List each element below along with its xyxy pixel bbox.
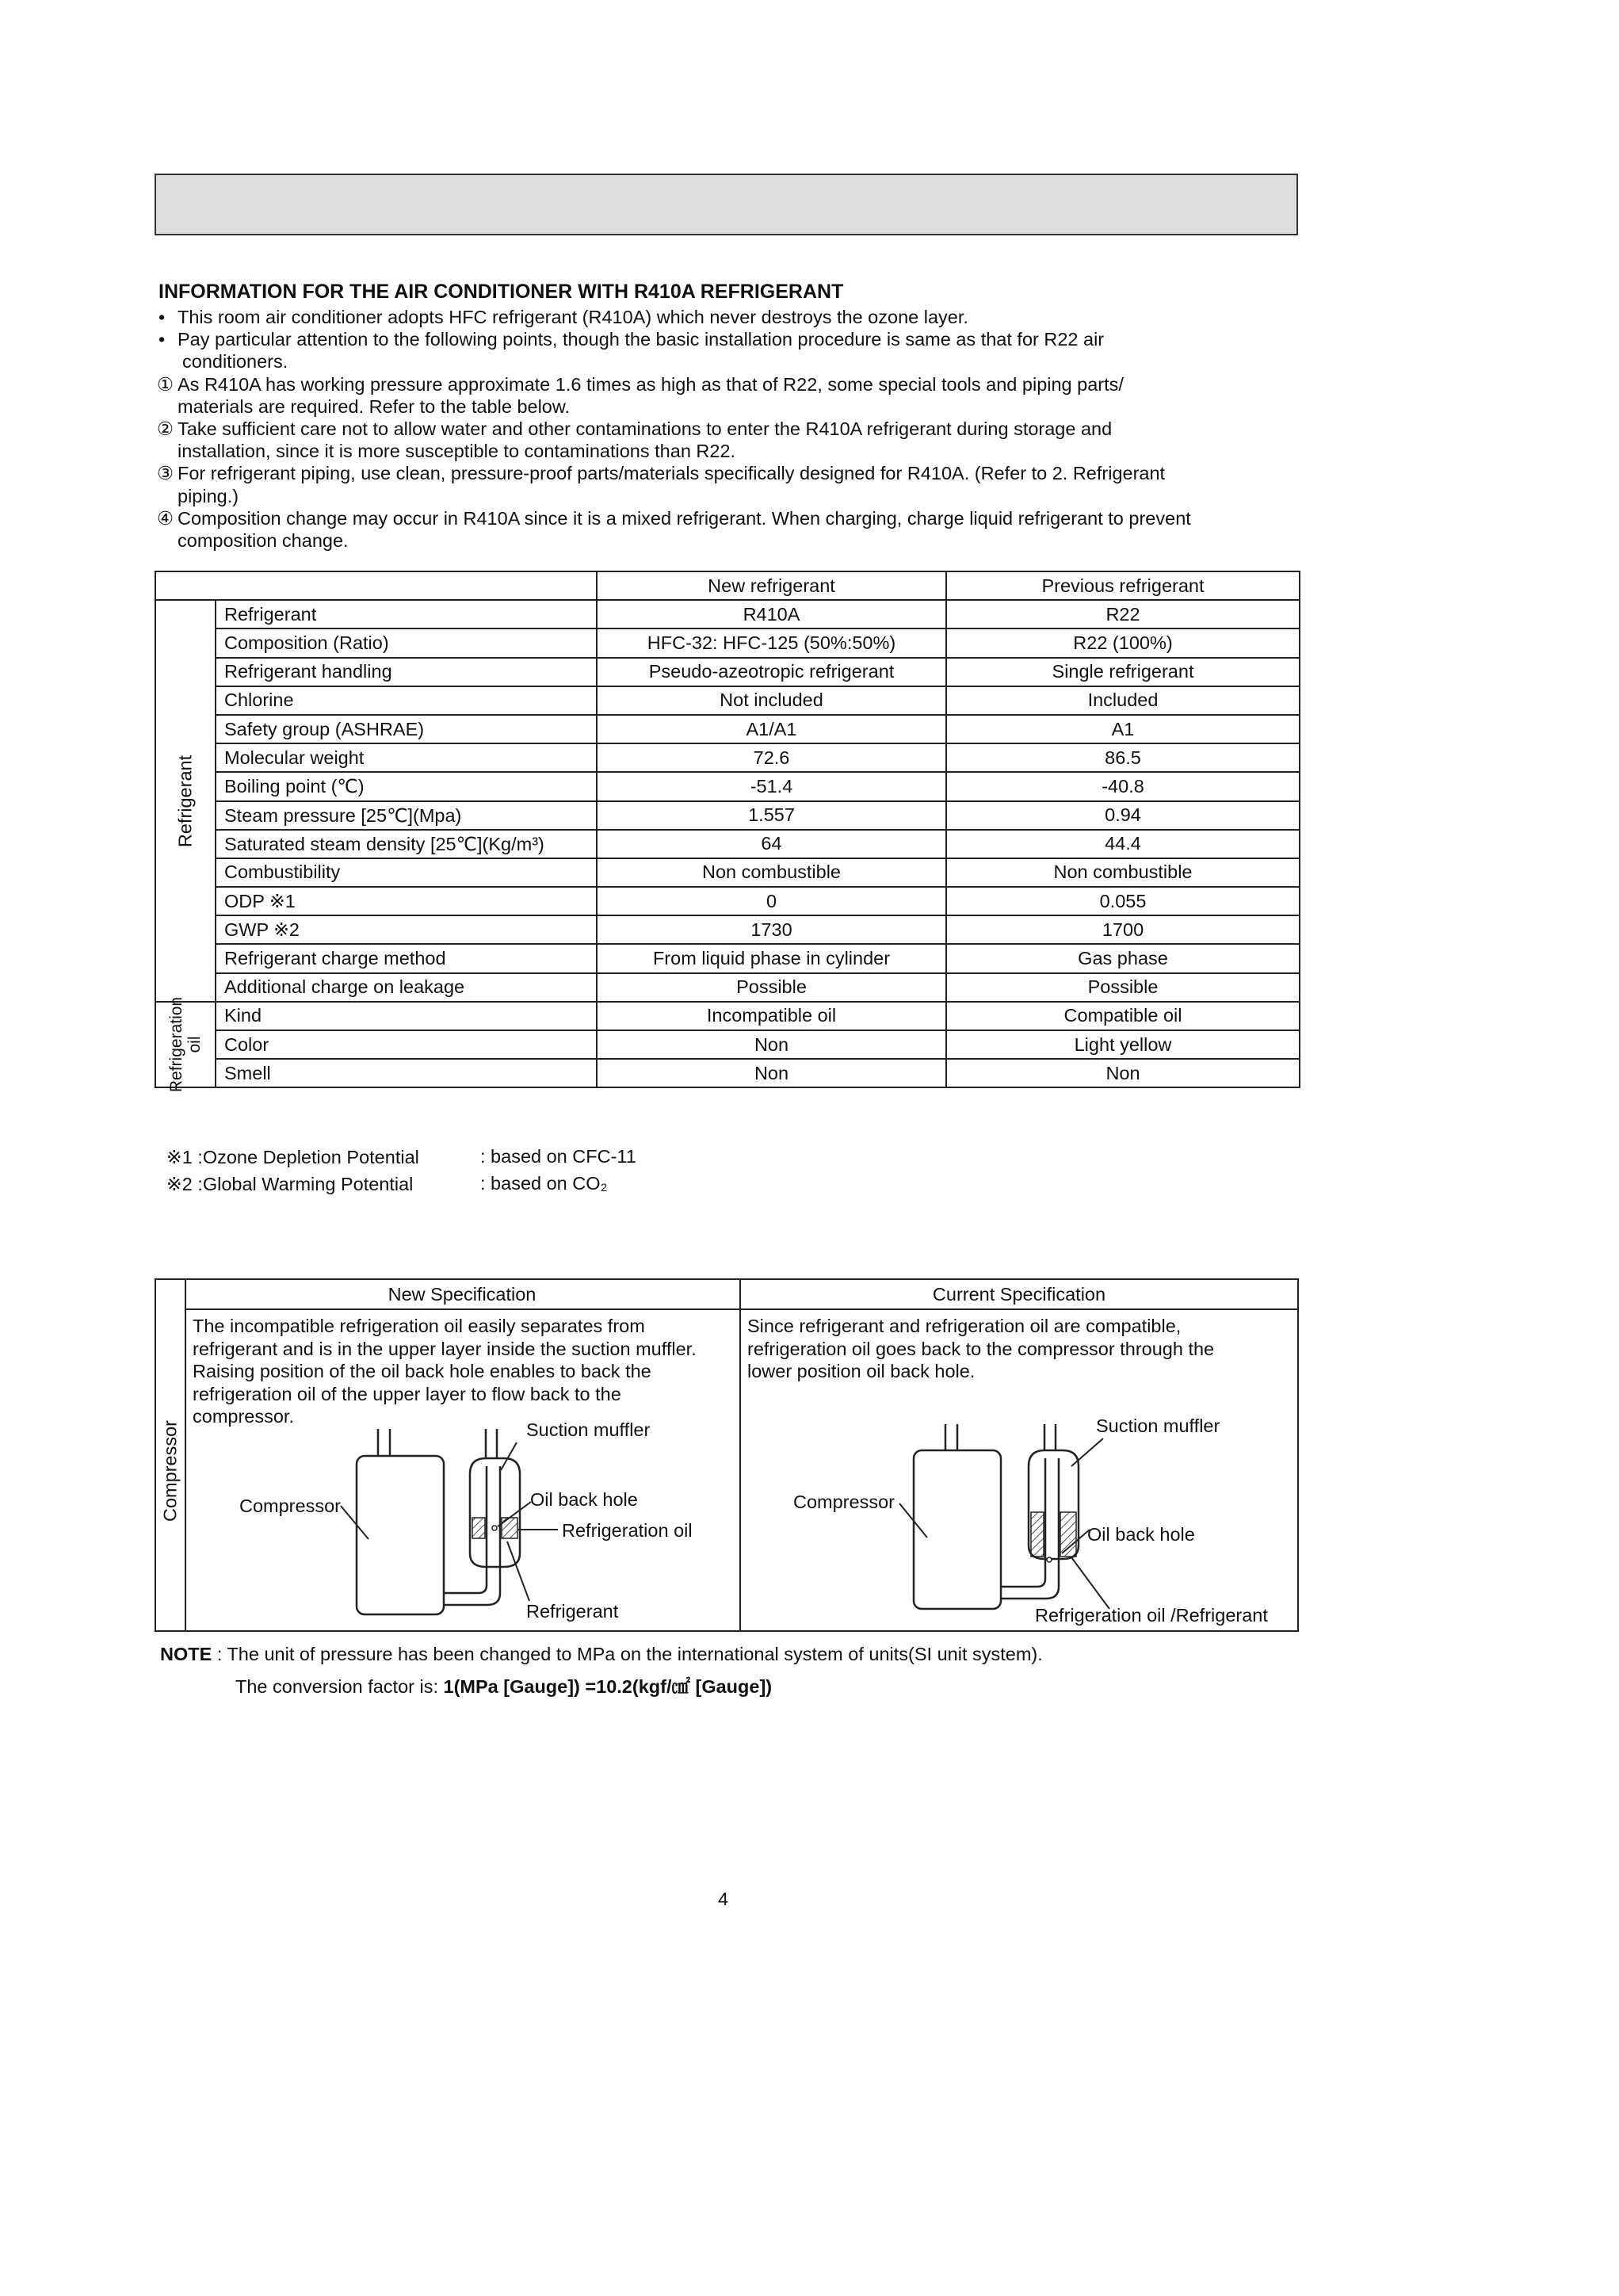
- cell-new: Non: [597, 1030, 946, 1059]
- row-label: Safety group (ASHRAE): [216, 715, 597, 743]
- label-suction-muffler-new: Suction muffler: [526, 1419, 651, 1440]
- table-row: [155, 858, 1300, 887]
- group-label-refrigeration-oil: Refrigeration oil: [155, 1002, 216, 1088]
- cell-previous: Gas phase: [946, 944, 1300, 972]
- row-label: Smell: [216, 1059, 597, 1087]
- row-label: Steam pressure [25℃](Mpa): [216, 801, 597, 830]
- cell-previous: A1: [946, 715, 1300, 743]
- row-label: ODP ※1: [216, 887, 597, 915]
- note-label: NOTE: [160, 1644, 212, 1664]
- label-oil-refrigerant-current: Refrigeration oil /Refrigerant: [1035, 1605, 1268, 1626]
- footnote-1-label: ※1 :Ozone Depletion Potential: [166, 1147, 419, 1167]
- table-row: [155, 1002, 1300, 1030]
- footnote-2-text: : based on CO₂: [480, 1173, 608, 1194]
- cell-previous: Possible: [946, 973, 1300, 1002]
- intro-item-2: • Pay particular attention to the following points, though the basic installation procedure is same as that for R22 air: [158, 329, 1105, 350]
- side-label-compressor: Compressor: [159, 1420, 181, 1522]
- label-compressor-current: Compressor: [793, 1492, 895, 1512]
- table-row: [155, 1059, 1300, 1087]
- row-label: Refrigerant handling: [216, 658, 597, 686]
- cell-new: Incompatible oil: [597, 1002, 946, 1030]
- cell-new: R410A: [597, 600, 946, 628]
- page-title: INFORMATION FOR THE AIR CONDITIONER WITH R410A REFRIGERANT: [158, 281, 844, 303]
- cell-previous: Compatible oil: [946, 1002, 1300, 1030]
- note-line-1: NOTE : The unit of pressure has been changed to MPa on the international system of units(SI unit system).: [160, 1644, 1043, 1664]
- label-suction-muffler-current: Suction muffler: [1096, 1415, 1220, 1436]
- cell-new: Possible: [597, 973, 946, 1002]
- footnote-1-text: : based on CFC-11: [480, 1146, 636, 1167]
- table-row: [155, 600, 1300, 628]
- table-row: [155, 830, 1300, 858]
- cell-previous: R22 (100%): [946, 628, 1300, 657]
- cell-new: Non: [597, 1059, 946, 1087]
- group-label-refrigerant: Refrigerant: [155, 600, 216, 1002]
- current-spec-description: Since refrigerant and refrigeration oil are compatible, refrigeration oil goes back to the compressor through the lower position oil back hole.: [747, 1316, 1215, 1381]
- cell-new: From liquid phase in cylinder: [597, 944, 946, 972]
- row-label: Additional charge on leakage: [216, 973, 597, 1002]
- row-label: Color: [216, 1030, 597, 1059]
- row-label: Molecular weight: [216, 743, 597, 772]
- label-refrigeration-oil-new: Refrigeration oil: [562, 1520, 693, 1541]
- cell-new: 0: [597, 887, 946, 915]
- cell-previous: 86.5: [946, 743, 1300, 772]
- table-row: [155, 743, 1300, 772]
- row-label: Boiling point (℃): [216, 772, 597, 800]
- number-marker: ③: [157, 463, 174, 484]
- cell-previous: 0.94: [946, 801, 1300, 830]
- table-row: [155, 715, 1300, 743]
- cell-previous: -40.8: [946, 772, 1300, 800]
- row-label: Refrigerant: [216, 600, 597, 628]
- table-header-row: [155, 571, 1300, 600]
- divider: [185, 1280, 186, 1630]
- table-row: [155, 628, 1300, 657]
- table-row: [155, 944, 1300, 972]
- section-header-bar: [155, 174, 1298, 235]
- intro-item-5: ③ For refrigerant piping, use clean, pressure-proof parts/materials specifically designed for R410A. (Refer to 2. Refrigerant: [157, 463, 1166, 484]
- intro-item-3: ① As R410A has working pressure approximate 1.6 times as high as that of R22, some special tools and piping parts/: [157, 373, 1124, 395]
- intro-item-5-cont: piping.): [178, 485, 239, 506]
- row-label: Refrigerant charge method: [216, 944, 597, 972]
- cell-previous: Light yellow: [946, 1030, 1300, 1059]
- header-current-specification: Current Specification: [739, 1280, 1299, 1310]
- cell-previous: Single refrigerant: [946, 658, 1300, 686]
- cell-previous: Non: [946, 1059, 1300, 1087]
- row-label: Kind: [216, 1002, 597, 1030]
- page-number: 4: [718, 1889, 729, 1909]
- number-marker: ②: [157, 418, 174, 440]
- intro-item-3-cont: materials are required. Refer to the table below.: [178, 395, 571, 417]
- divider: [739, 1280, 741, 1630]
- cell-new: HFC-32: HFC-125 (50%:50%): [597, 628, 946, 657]
- cell-new: 72.6: [597, 743, 946, 772]
- label-oil-back-hole-new: Oil back hole: [530, 1489, 638, 1510]
- cell-new: A1/A1: [597, 715, 946, 743]
- row-label: Chlorine: [216, 686, 597, 715]
- cell-previous: Non combustible: [946, 858, 1300, 887]
- table-row: [155, 686, 1300, 715]
- cell-previous: 1700: [946, 915, 1300, 944]
- number-marker: ④: [157, 507, 174, 529]
- intro-item-6: ④ Composition change may occur in R410A since it is a mixed refrigerant. When charging, charge liquid refrigerant to prevent: [157, 507, 1191, 529]
- table-row: [155, 801, 1300, 830]
- cell-previous: R22: [946, 600, 1300, 628]
- compressor-comparison-box: [155, 1278, 1299, 1632]
- row-label: GWP ※2: [216, 915, 597, 944]
- table-row: [155, 658, 1300, 686]
- row-label: Composition (Ratio): [216, 628, 597, 657]
- bullet-marker: •: [158, 329, 166, 350]
- header-new-specification: New Specification: [185, 1280, 739, 1310]
- label-compressor-new: Compressor: [239, 1496, 341, 1516]
- cell-new: -51.4: [597, 772, 946, 800]
- intro-item-4: ② Take sufficient care not to allow water and other contaminations to enter the R410A refrigerant during storage and: [157, 418, 1113, 440]
- intro-item-6-cont: composition change.: [178, 530, 349, 552]
- intro-item-2-cont: conditioners.: [182, 351, 288, 372]
- cell-new: Not included: [597, 686, 946, 715]
- table-row: [155, 887, 1300, 915]
- number-marker: ①: [157, 373, 174, 395]
- table-corner-cell: [155, 571, 597, 600]
- label-refrigerant-new: Refrigerant: [526, 1601, 619, 1622]
- row-label: Saturated steam density [25℃](Kg/m³): [216, 830, 597, 858]
- table-row: [155, 772, 1300, 800]
- cell-new: 1730: [597, 915, 946, 944]
- refrigerant-comparison-table: [155, 571, 1300, 1093]
- header-previous-refrigerant: Previous refrigerant: [946, 571, 1300, 600]
- cell-previous: 44.4: [946, 830, 1300, 858]
- cell-new: 64: [597, 830, 946, 858]
- cell-new: Pseudo-azeotropic refrigerant: [597, 658, 946, 686]
- cell-new: Non combustible: [597, 858, 946, 887]
- intro-item-4-cont: installation, since it is more susceptible to contaminations than R22.: [178, 441, 736, 462]
- table-row: [155, 973, 1300, 1002]
- note-line-2: The conversion factor is: 1(MPa [Gauge]) =10.2(kgf/㎠ [Gauge]): [235, 1676, 773, 1697]
- header-new-refrigerant: New refrigerant: [597, 571, 946, 600]
- footnote-2-label: ※2 :Global Warming Potential: [166, 1174, 414, 1194]
- table-row: [155, 915, 1300, 944]
- label-oil-back-hole-current: Oil back hole: [1087, 1524, 1195, 1545]
- cell-previous: 0.055: [946, 887, 1300, 915]
- table-row: [155, 1030, 1300, 1059]
- cell-new: 1.557: [597, 801, 946, 830]
- cell-previous: Included: [946, 686, 1300, 715]
- intro-list: [157, 306, 1306, 552]
- bullet-marker: •: [158, 307, 166, 327]
- intro-item-1: • This room air conditioner adopts HFC refrigerant (R410A) which never destroys the ozone layer.: [158, 307, 968, 327]
- new-spec-description: The incompatible refrigeration oil easily separates from refrigerant and is in the upper layer inside the suction muffler. Raising position of the oil back hole enables to back the refrigeration oil of the upper layer to flow back to the compressor.: [193, 1316, 697, 1427]
- row-label: Combustibility: [216, 858, 597, 887]
